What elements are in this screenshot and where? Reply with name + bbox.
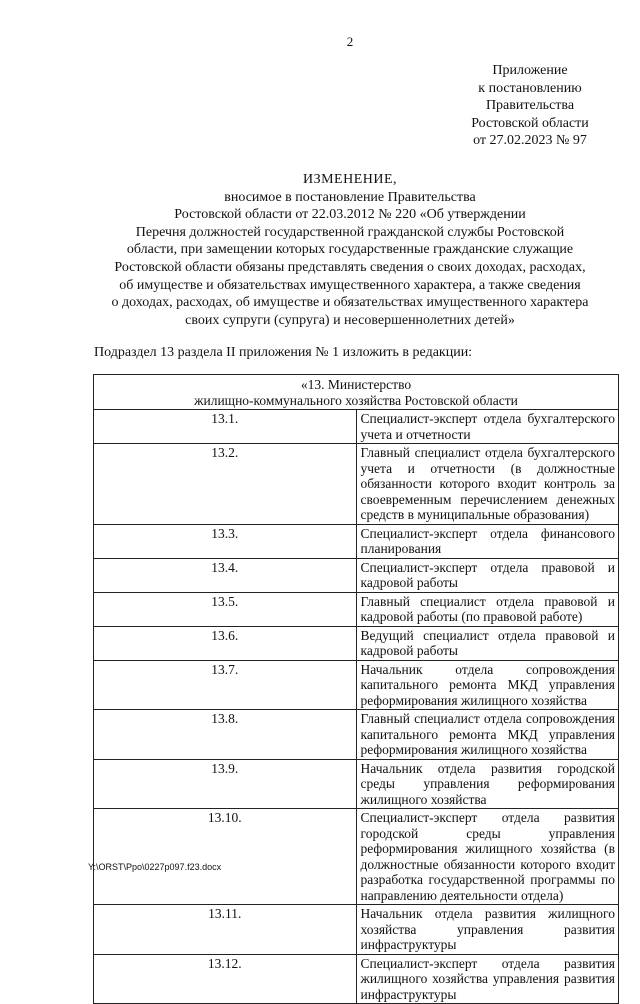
table-row (94, 592, 619, 626)
row-position: Начальник отдела развития жилищного хозяйства управления развития инфраструктуры (356, 905, 619, 955)
row-number: 13.1. (94, 410, 357, 444)
intro-paragraph: Подраздел 13 раздела II приложения № 1 изложить в редакции: (94, 345, 473, 360)
appendix-line: Ростовской области (471, 115, 589, 131)
table-header-row (94, 375, 619, 410)
appendix-line: Приложение (492, 63, 568, 78)
heading-title: ИЗМЕНЕНИЕ, (302, 172, 398, 187)
appendix-line: от 27.02.2023 № 97 (473, 133, 587, 148)
table-row (94, 558, 619, 592)
heading-line: Ростовской области обязаны представлять сведения о своих доходах, расходах, (114, 259, 586, 275)
row-position: Главный специалист отдела сопровождения капитального ремонта МКД управления реформирования жилищного хозяйства (356, 710, 619, 760)
row-position: Начальник отдела развития городской среды управления реформирования жилищного хозяйства (356, 759, 619, 809)
table-row (94, 524, 619, 558)
table-row (94, 710, 619, 760)
file-path-footer: Y:\ORST\Ppo\0227p097.f23.docx (88, 862, 222, 872)
row-number: 13.6. (94, 626, 357, 660)
row-position: Главный специалист отдела правовой и кадровой работы (по правовой работе) (356, 592, 619, 626)
table-header-cell (94, 375, 619, 410)
table-row (94, 660, 619, 710)
table-header-line: жилищно-коммунального хозяйства Ростовской области (194, 392, 518, 408)
row-position: Ведущий специалист отдела правовой и кадровой работы (356, 626, 619, 660)
heading-line: о доходах, расходах, об имуществе и обязательствах имущественного характера (111, 295, 589, 311)
row-number: 13.12. (94, 954, 357, 1004)
heading-line: Ростовской области от 22.03.2012 № 220 «Об утверждении (174, 207, 526, 223)
appendix-block (420, 62, 640, 150)
row-position: Специалист-эксперт отдела развития городской среды управления реформирования жилищного хозяйства (в должностные обязанности которого входит разработка государственной программы по направлению деятельности отдела) (356, 809, 619, 905)
page-number: 2 (346, 34, 354, 49)
row-number: 13.9. (94, 759, 357, 809)
table-header-line: «13. Министерство (300, 377, 412, 392)
row-number: 13.5. (94, 592, 357, 626)
table-row (94, 809, 619, 905)
appendix-line: Правительства (485, 98, 575, 113)
heading-line: области, при замещении которых государственные гражданские служащие (126, 242, 574, 258)
appendix-line: к постановлению (478, 80, 582, 96)
row-number: 13.10. (94, 809, 357, 905)
heading-line: об имуществе и обязательствах имущественного характера, а также сведения (119, 277, 581, 293)
row-position: Специалист-эксперт отдела правовой и кадровой работы (356, 558, 619, 592)
row-number: 13.8. (94, 710, 357, 760)
table-row (94, 626, 619, 660)
row-position: Специалист-эксперт отдела финансового планирования (356, 524, 619, 558)
table-row (94, 444, 619, 525)
document-heading (80, 171, 620, 329)
row-number: 13.3. (94, 524, 357, 558)
row-number: 13.4. (94, 558, 357, 592)
table-row (94, 410, 619, 444)
table-row (94, 954, 619, 1004)
heading-line: вносимое в постановление Правительства (224, 189, 476, 205)
positions-table (93, 374, 619, 1004)
row-position: Специалист-эксперт отдела бухгалтерского учета и отчетности (356, 410, 619, 444)
table-row (94, 905, 619, 955)
row-number: 13.7. (94, 660, 357, 710)
row-position: Специалист-эксперт отдела развития жилищного хозяйства управления развития инфраструктуры (356, 954, 619, 1004)
heading-line: своих супруги (супруга) и несовершеннолетних детей» (185, 312, 515, 328)
table-row (94, 759, 619, 809)
row-position: Начальник отдела сопровождения капитального ремонта МКД управления реформирования жилищного хозяйства (356, 660, 619, 710)
row-number: 13.2. (94, 444, 357, 525)
heading-line: Перечня должностей государственной гражданской службы Ростовской (135, 224, 565, 240)
row-position: Главный специалист отдела бухгалтерского учета и отчетности (в должностные обязанности которого входит контроль за своевременным перечислением денежных средств в муниципальные образования) (356, 444, 619, 525)
row-number: 13.11. (94, 905, 357, 955)
